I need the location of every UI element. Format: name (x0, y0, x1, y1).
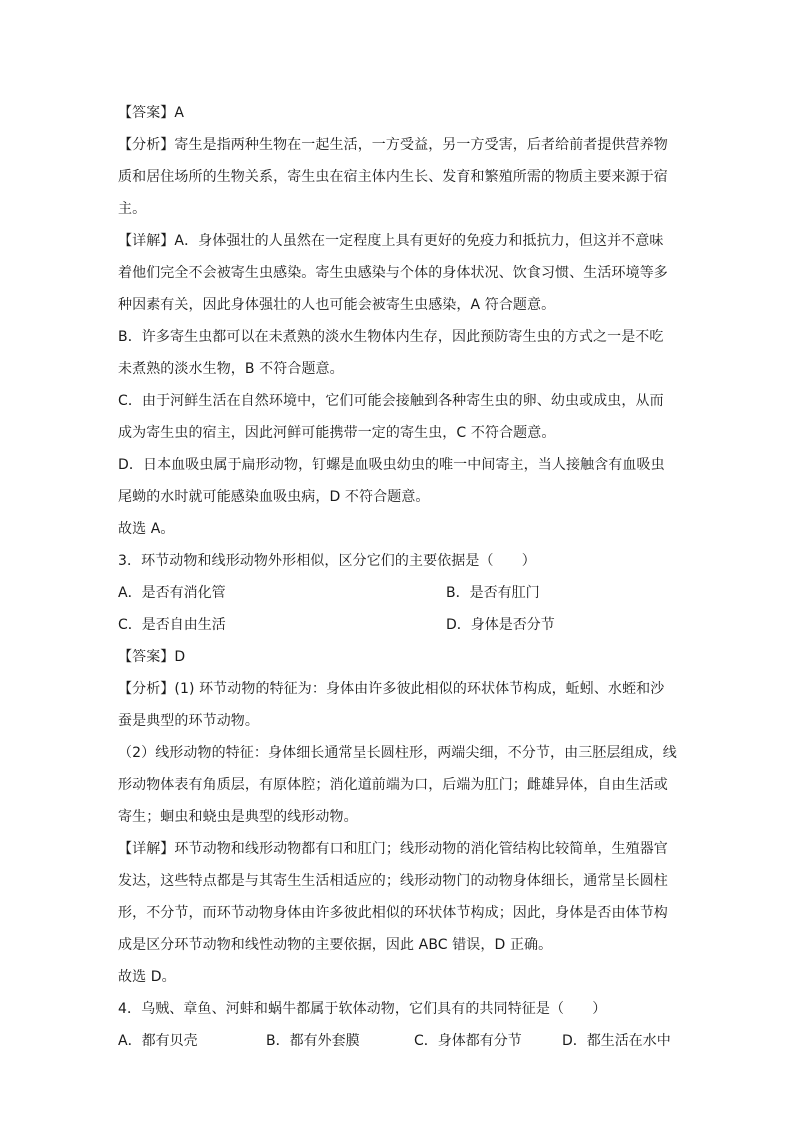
q3-analysis-line: 【分析】(1) 环节动物的特征为：身体由许多彼此相似的环状体节构成，蚯蚓、水蛭和沙 (118, 681, 665, 697)
q2-detail-line: 着他们完全不会被寄生虫感染。寄生虫感染与个体的身体状况、饮食习惯、生活环境等多 (118, 265, 668, 281)
q3-analysis-line: 寄生；蛔虫和蛲虫是典型的线形动物。 (118, 809, 358, 825)
q2-detail-line: 未煮熟的淡水生物，B 不符合题意。 (118, 361, 344, 377)
q3-stem: 3．环节动物和线形动物外形相似，区分它们的主要依据是（ ） (118, 553, 536, 569)
q2-detail-line: D．日本血吸虫属于扁形动物，钉螺是血吸虫幼虫的唯一中间寄主，当人接触含有血吸虫 (118, 457, 665, 473)
q2-detail-line: 尾蚴的水时就可能感染血吸虫病，D 不符合题意。 (118, 489, 430, 505)
q4-stem: 4．乌贼、章鱼、河蚌和蜗牛都属于软体动物，它们具有的共同特征是（ ） (118, 1001, 607, 1017)
q4-options-row (118, 1028, 678, 1054)
q3-option-d: D．身体是否分节 (446, 617, 555, 633)
q2-analysis-line: 主。 (118, 201, 147, 217)
q3-options-row-2 (118, 612, 678, 638)
q4-option-d: D．都生活在水中 (562, 1033, 671, 1049)
q4-option-b: B．都有外套膜 (266, 1033, 360, 1049)
q4-option-a: A．都有贝壳 (118, 1033, 198, 1049)
q2-analysis-line: 【分析】寄生是指两种生物在一起生活，一方受益，另一方受害，后者给前者提供营养物 (118, 137, 668, 153)
q2-detail-line: 种因素有关，因此身体强壮的人也可能会被寄生虫感染，A 符合题意。 (118, 297, 556, 313)
q2-detail-line: C．由于河鲜生活在自然环境中，它们可能会接触到各种寄生虫的卵、幼虫或成虫，从而 (118, 393, 664, 409)
q2-detail-line: B．许多寄生虫都可以在未煮熟的淡水生物体内生存，因此预防寄生虫的方式之一是不吃 (118, 329, 664, 345)
q4-option-c: C．身体都有分节 (414, 1033, 522, 1049)
q3-detail-line: 成是区分环节动物和线性动物的主要依据，因此 ABC 错误，D 正确。 (118, 937, 553, 953)
q3-analysis-line: （2）线形动物的特征：身体细长通常呈长圆柱形，两端尖细，不分节，由三胚层组成，线 (118, 745, 677, 761)
q2-detail-line: 成为寄生虫的宿主，因此河鲜可能携带一定的寄生虫，C 不符合题意。 (118, 425, 556, 441)
q2-choose: 故选 A。 (118, 521, 175, 537)
q3-choose: 故选 D。 (118, 969, 176, 985)
q2-analysis-line: 质和居住场所的生物关系，寄生虫在宿主体内生长、发育和繁殖所需的物质主要来源于宿 (118, 169, 668, 185)
q3-option-c: C．是否自由生活 (118, 617, 226, 633)
q3-analysis-line: 形动物体表有角质层，有原体腔；消化道前端为口，后端为肛门；雌雄异体，自由生活或 (118, 777, 668, 793)
q3-detail-line: 【详解】环节动物和线形动物都有口和肛门；线形动物的消化管结构比较简单，生殖器官 (118, 841, 668, 857)
q3-detail-line: 形，不分节，而环节动物身体由许多彼此相似的环状体节构成；因此，身体是否由体节构 (118, 905, 668, 921)
q2-answer: 【答案】A (118, 105, 185, 121)
q2-detail-line: 【详解】A．身体强壮的人虽然在一定程度上具有更好的免疫力和抵抗力，但这并不意味 (118, 233, 664, 249)
q3-options-row-1 (118, 580, 678, 606)
q3-analysis-line: 蚕是典型的环节动物。 (118, 713, 259, 729)
q3-option-a: A．是否有消化管 (118, 585, 226, 601)
q3-answer: 【答案】D (118, 649, 186, 665)
document-body (118, 100, 678, 1054)
q3-option-b: B．是否有肛门 (446, 585, 540, 601)
q3-detail-line: 发达，这些特点都是与其寄生生活相适应的；线形动物门的动物身体细长，通常呈长圆柱 (118, 873, 668, 889)
